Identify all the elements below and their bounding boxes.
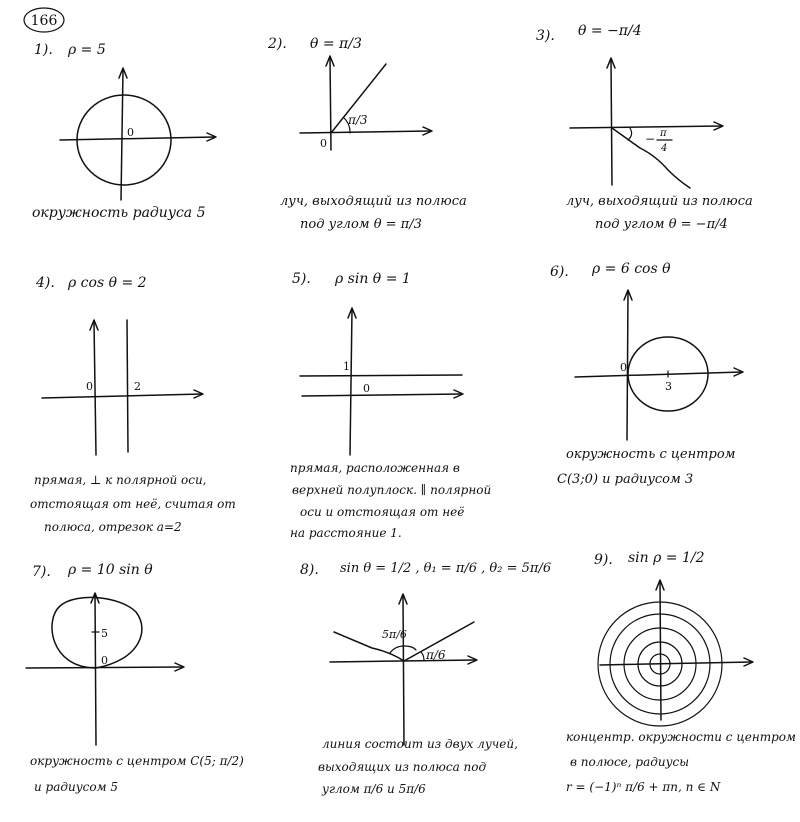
polar-axis [302, 394, 462, 396]
panel-2-label: 2). [268, 36, 287, 52]
angle-num: π [660, 128, 667, 139]
polar-axis [26, 667, 183, 668]
tick-label-2: 2 [134, 380, 141, 393]
panel-7-label: 7). [32, 564, 51, 580]
angle-label-pi-6: π/6 [426, 648, 446, 662]
panel-3-caption-line-2: под углом θ = −π/4 [595, 217, 728, 232]
page-number [24, 8, 64, 32]
panel-8-caption-line-2: выходящих из полюса под [318, 760, 487, 774]
panel-1-caption: окружность радиуса 5 [32, 205, 206, 221]
panel-2-caption-line-1: луч, выходящий из полюса [280, 194, 467, 209]
vertical-axis [611, 60, 612, 185]
origin-label: 0 [101, 654, 108, 667]
panel-3-equation: θ = −π/4 [578, 23, 642, 39]
panel-7-equation: ρ = 10 sin θ [68, 562, 153, 578]
panel-5-caption-line-2: верхней полуплоск. ∥ полярной [292, 483, 492, 497]
panel-8-caption-line-3: углом π/6 и 5π/6 [322, 782, 426, 796]
origin-label: 0 [620, 361, 627, 374]
origin-label: 0 [363, 382, 370, 395]
panel-7-graph [26, 593, 184, 745]
panel-7-caption-line-1: окружность с центром C(5; π/2) [30, 754, 244, 768]
panel-5-label: 5). [292, 271, 311, 287]
polar-axis [575, 372, 742, 377]
panel-5-caption-line-3: оси и отстоящая от неё [300, 505, 465, 519]
angle-sign: − [645, 132, 656, 146]
angle-arc [628, 128, 632, 140]
panel-7-caption-line-2: и радиусом 5 [34, 780, 119, 794]
line-x-2 [127, 320, 128, 452]
panel-4-equation: ρ cos θ = 2 [68, 275, 147, 291]
vertical-axis [330, 58, 331, 150]
panel-8-equation: sin θ = 1/2 , θ₁ = π/6 , θ₂ = 5π/6 [340, 561, 552, 576]
polar-axis [42, 394, 202, 398]
panel-3-caption-line-1: луч, выходящий из полюса [566, 194, 753, 209]
polar-axis [60, 137, 215, 140]
panel-3 [536, 23, 753, 232]
panel-5-caption-line-4: на расстояние 1. [290, 526, 402, 540]
vertical-axis [95, 595, 96, 745]
angle-den: 4 [661, 143, 668, 154]
panel-5 [290, 271, 491, 540]
panel-2-graph [300, 56, 432, 150]
vertical-axis [660, 582, 661, 720]
panel-6-graph [575, 290, 743, 440]
vertical-axis [94, 322, 96, 455]
panel-4-label: 4). [36, 275, 55, 291]
panel-1-equation: ρ = 5 [68, 42, 106, 58]
panel-9-equation: sin ρ = 1/2 [628, 550, 705, 566]
panel-6-equation: ρ = 6 cos θ [592, 261, 671, 277]
panel-9-caption-line-2: в полюсе, радиусы [570, 755, 690, 769]
panel-8-graph [330, 594, 477, 745]
panel-9 [566, 550, 796, 794]
panel-5-equation: ρ sin θ = 1 [335, 271, 411, 287]
panel-4-caption-line-1: прямая, ⊥ к полярной оси, [34, 473, 207, 487]
polar-axis [600, 662, 752, 665]
panel-3-graph [570, 58, 723, 188]
vertical-axis [403, 596, 404, 745]
panel-2 [267, 36, 467, 232]
line-y-1 [300, 375, 462, 376]
panel-1 [32, 42, 216, 221]
panel-4 [30, 275, 236, 534]
origin-label: 0 [86, 380, 93, 393]
panel-9-graph [598, 580, 753, 726]
panel-8 [300, 561, 551, 796]
vertical-axis [627, 292, 628, 440]
panel-3-label: 3). [536, 28, 555, 44]
panel-9-caption-line-1: концентр. окружности с центром [566, 730, 796, 744]
panel-5-caption-line-1: прямая, расположенная в [290, 461, 460, 475]
angle-label: π/3 [348, 113, 368, 127]
panel-6-label: 6). [550, 264, 569, 280]
panel-7 [26, 562, 244, 794]
panel-9-caption-line-3: r = (−1)ⁿ π/6 + πn, n ∈ N [566, 780, 721, 794]
panel-2-equation: θ = π/3 [310, 36, 362, 52]
panel-4-caption-line-2: отстоящая от неё, считая от [30, 497, 236, 511]
panel-4-caption-line-3: полюса, отрезок a=2 [44, 520, 182, 534]
panel-1-label: 1). [34, 42, 53, 58]
panel-4-graph [42, 320, 203, 455]
angle-label-5pi-6: 5π/6 [382, 628, 407, 641]
vertical-axis [121, 70, 123, 200]
origin-label: 0 [320, 137, 327, 150]
circle-center-5 [52, 597, 142, 668]
panel-5-graph [300, 308, 463, 455]
origin-label: 0 [127, 126, 134, 139]
panel-9-label: 9). [594, 552, 613, 568]
vertical-axis [350, 310, 352, 455]
panel-8-caption-line-1: линия состоит из двух лучей, [322, 737, 518, 751]
angle-arc-right [421, 652, 424, 661]
panel-2-caption-line-2: под углом θ = π/3 [300, 217, 422, 232]
polar-axis [300, 131, 430, 133]
polar-axis [570, 126, 722, 128]
panel-6 [550, 261, 743, 487]
panel-6-caption-line-2: C(3;0) и радиусом 3 [557, 472, 694, 487]
panel-6-caption-line-1: окружность с центром [566, 447, 736, 462]
tick-label-1: 1 [343, 360, 350, 373]
tick-label-5: 5 [101, 627, 108, 640]
panel-8-label: 8). [300, 562, 319, 578]
panel-1-graph [60, 68, 216, 200]
page-number-text: 166 [30, 13, 58, 29]
tick-label-3: 3 [665, 380, 672, 393]
